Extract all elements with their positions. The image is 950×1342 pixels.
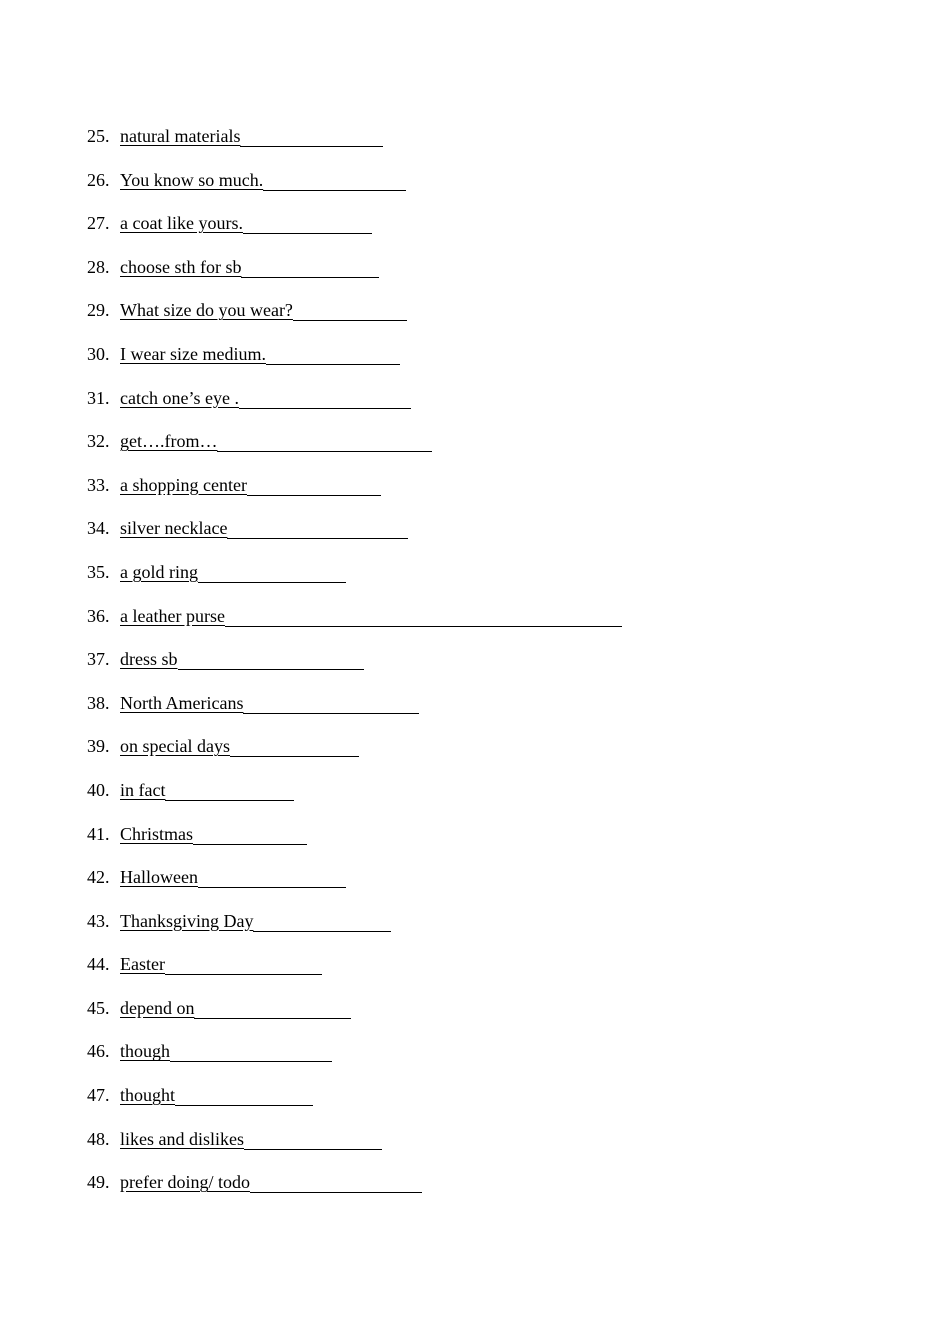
list-item: [87, 691, 622, 735]
answer-blank: [198, 560, 346, 584]
item-phrase: a leather purse: [120, 605, 225, 626]
item-number: 31.: [87, 387, 110, 408]
item-number: 35.: [87, 561, 110, 582]
list-item: [87, 604, 622, 648]
list-item: [87, 386, 622, 430]
item-number: 36.: [87, 605, 110, 626]
list-item: [87, 952, 622, 996]
item-phrase: likes and dislikes: [120, 1128, 244, 1149]
item-number: 30.: [87, 343, 110, 364]
item-phrase: depend on: [120, 997, 195, 1018]
item-phrase: You know so much.: [120, 169, 264, 190]
list-item: [87, 909, 622, 953]
answer-blank: [244, 1127, 382, 1151]
item-number: 39.: [87, 736, 110, 757]
item-phrase: thought: [120, 1085, 176, 1106]
list-item: [87, 1170, 622, 1214]
item-number: 47.: [87, 1085, 110, 1106]
item-number: 29.: [87, 300, 110, 321]
item-number: 43.: [87, 910, 110, 931]
item-phrase: I wear size medium.: [120, 343, 266, 364]
item-phrase: Halloween: [120, 867, 198, 888]
answer-blank: [217, 429, 432, 453]
list-item: [87, 996, 622, 1040]
item-number: 28.: [87, 256, 110, 277]
list-item: [87, 1127, 622, 1171]
answer-blank: [175, 1083, 313, 1107]
list-item: [87, 734, 622, 778]
item-phrase: dress sb: [120, 649, 178, 670]
item-number: 41.: [87, 823, 110, 844]
item-phrase: choose sth for sb: [120, 256, 242, 277]
item-number: 25.: [87, 126, 110, 146]
item-phrase: a coat like yours.: [120, 213, 243, 234]
answer-blank: [243, 211, 372, 235]
list-item: [87, 822, 622, 866]
answer-blank: [253, 909, 391, 933]
item-number: 48.: [87, 1128, 110, 1149]
item-phrase: in fact: [120, 779, 166, 800]
item-number: 27.: [87, 213, 110, 234]
list-item: [87, 1039, 622, 1083]
list-item: [87, 211, 622, 255]
item-phrase: catch one’s eye .: [120, 387, 239, 408]
item-number: 44.: [87, 954, 110, 975]
item-phrase: North Americans: [120, 692, 244, 713]
answer-blank: [240, 124, 383, 148]
item-number: 40.: [87, 779, 110, 800]
answer-blank: [198, 865, 346, 889]
list-item: [87, 342, 622, 386]
item-phrase: Easter: [120, 954, 165, 975]
item-phrase: silver necklace: [120, 518, 228, 539]
list-item: [87, 473, 622, 517]
answer-blank: [247, 473, 381, 497]
item-number: 38.: [87, 692, 110, 713]
list-item: [87, 429, 622, 473]
item-phrase: prefer doing/ todo: [120, 1172, 250, 1193]
item-number: 32.: [87, 431, 110, 452]
answer-blank: [225, 604, 622, 628]
answer-blank: [165, 952, 322, 976]
answer-blank: [194, 996, 351, 1020]
list-item: [87, 516, 622, 560]
answer-blank: [243, 691, 419, 715]
item-number: 34.: [87, 518, 110, 539]
item-number: 46.: [87, 1041, 110, 1062]
item-number: 26.: [87, 169, 110, 190]
item-phrase: What size do you wear?: [120, 300, 293, 321]
item-phrase: a gold ring: [120, 561, 198, 582]
list-item: [87, 255, 622, 299]
list-item: [87, 647, 622, 691]
answer-blank: [250, 1170, 422, 1194]
list-item: [87, 168, 622, 212]
answer-blank: [170, 1039, 332, 1063]
item-phrase: natural materials: [120, 126, 241, 146]
item-number: 49.: [87, 1172, 110, 1193]
answer-blank: [241, 255, 379, 279]
vocabulary-list: [87, 124, 622, 1214]
answer-blank: [178, 647, 364, 671]
item-phrase: on special days: [120, 736, 230, 757]
list-item: [87, 1083, 622, 1127]
list-item: [87, 124, 622, 168]
item-phrase: get….from…: [120, 431, 218, 452]
item-number: 42.: [87, 867, 110, 888]
item-number: 45.: [87, 997, 110, 1018]
answer-blank: [165, 778, 294, 802]
item-number: 37.: [87, 649, 110, 670]
list-item: [87, 560, 622, 604]
item-number: 33.: [87, 474, 110, 495]
answer-blank: [193, 822, 307, 846]
list-item: [87, 865, 622, 909]
item-phrase: a shopping center: [120, 474, 247, 495]
answer-blank: [293, 298, 407, 322]
answer-blank: [230, 734, 359, 758]
answer-blank: [263, 168, 406, 192]
item-phrase: Christmas: [120, 823, 194, 844]
item-phrase: though: [120, 1041, 171, 1062]
answer-blank: [239, 386, 411, 410]
list-item: [87, 778, 622, 822]
list-item: [87, 298, 622, 342]
item-phrase: Thanksgiving Day: [120, 910, 254, 931]
answer-blank: [266, 342, 400, 366]
answer-blank: [227, 516, 408, 540]
